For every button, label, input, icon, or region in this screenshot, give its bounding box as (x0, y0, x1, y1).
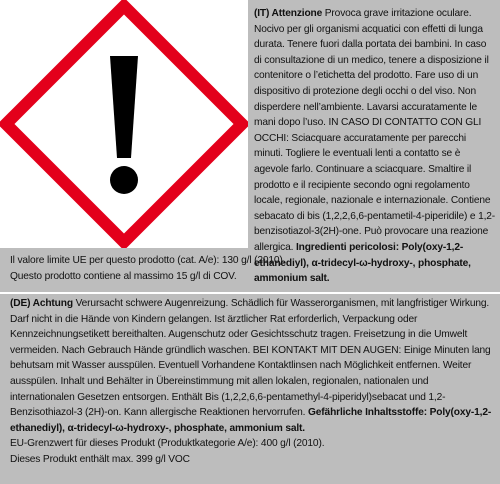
german-heading: (DE) Achtung (10, 298, 73, 309)
italian-ingredients: Poly(oxy-1,2-ethanediyl), α-tridecyl-ω-hydroxy-, phosphate, ammonium salt. (254, 241, 471, 285)
italian-eu-limit: Il valore limite UE per questo prodotto (cat. A/e): 130 g/l (2010). (10, 255, 286, 266)
italian-hazard-text (254, 6, 496, 287)
german-ingredients: Poly(oxy-1,2-ethanediyl), α-tridecyl-ω-hydroxy-, phosphate, ammonium salt. (10, 407, 492, 434)
german-ingredients-label: Gefährliche Inhaltsstoffe: (308, 407, 427, 419)
italian-heading: (IT) Attenzione (254, 8, 323, 19)
german-voc-content: Dieses Produkt enthält max. 399 g/l VOC (10, 453, 190, 465)
german-hazard-statements: Verursacht schwere Augenreizung. Schädlich für Wasserorganismen, mit langfristiger Wirkung. Darf nicht in die Hände von Kindern gelangen. Ist ärztlicher Rat erforderlich, Verpackung oder Kennzeichnungsetikett bereithalten. Augenschutz oder Gesichtsschutz tragen. Freisetzung in die Umwelt vermeiden. Nach Gebrauch Hände gründlich waschen. BEI KONTAKT MIT DEN AUGEN: Einige Minuten lang behutsam mit Wasser ausspülen. Eventuell Vorhandene Kontaktlinsen nach Möglichkeit entfernen. Weiter ausspülen. Inhalt und Behälter in Übereinstimmung mit allen lokalen, regionalen, nationalen und internationalen Gesetzen entsorgen. Enthält Bis (1,2,2,6,6-pentamethyl-4-piperidyl)sebacat und 1,2-Benzisothiazol-3 (2H)-on. Kann allergische Reaktionen hervorrufen. (10, 298, 491, 419)
section-divider (0, 292, 500, 294)
italian-voc-content: Questo prodotto contiene al massimo 15 g/l di COV. (10, 270, 237, 282)
german-section (10, 296, 494, 468)
italian-voc-info (10, 253, 495, 284)
german-eu-limit: EU-Grenzwert für dieses Produkt (Produktkategorie A/e): 400 g/l (2010). (10, 438, 325, 450)
italian-ingredients-label: Ingredienti pericolosi: (295, 241, 399, 253)
exclamation-mark-icon (0, 0, 248, 248)
italian-hazard-statements: Provoca grave irritazione oculare. Nocivo per gli organismi acquatici con effetti di lunga durata. Tenere fuori dalla portata dei bambini. In caso di consultazione di un medico, tenere a disposizione il contenitore o l’etichetta del prodotto. Fare uso di un dispositivo di protezione degli occhi o del viso. Non disperdere nell’ambiente. Lavarsi accuratamente le mani dopo l’uso. IN CASO DI CONTATTO CON GLI OCCHI: Sciacquare accuratamente per parecchi minuti. Togliere le eventuali lenti a contatto se è agevole farlo. Continuare a sciacquare. Smaltire il prodotto e il recipiente secondo ogni regolamento locale, regionale, nazionale e internazionale. Contiene sebacato di bis (1,2,2,6,6-pentametil-4-piperidile) e 1,2-benzisotiazol-3(2H)-one. Può provocare una reazione allergica. (254, 8, 496, 253)
